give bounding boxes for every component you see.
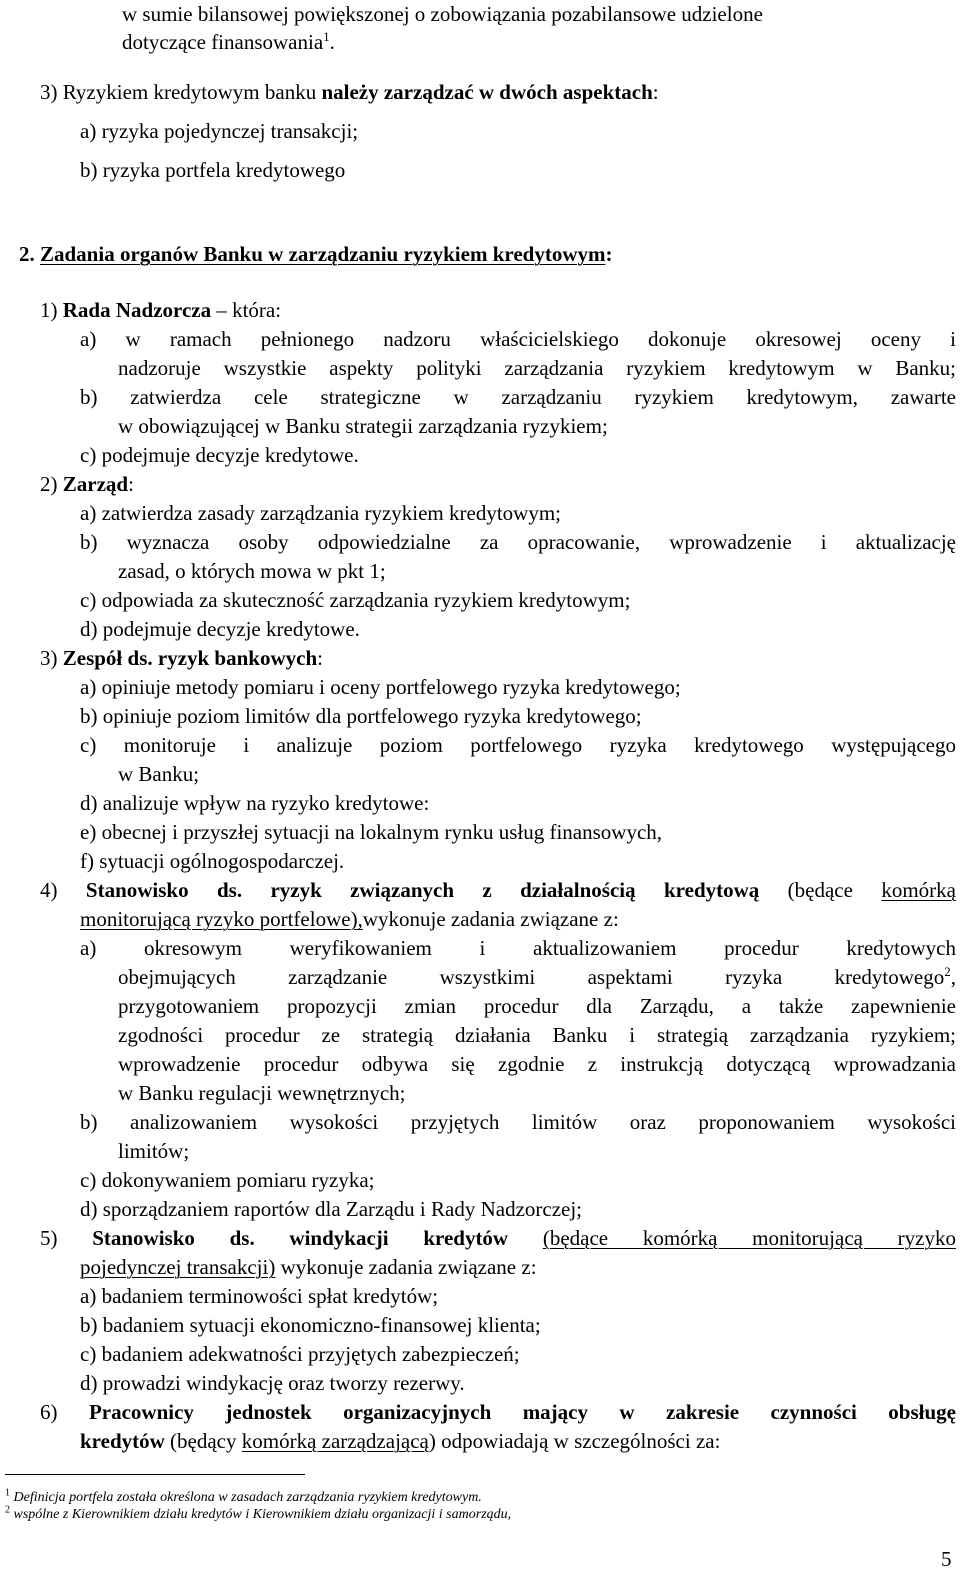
text-run: w obowiązującej w Banku strategii zarządzania ryzykiem; [118, 414, 608, 438]
text-run: Stanowisko ds. ryzyk związanych z działalnością kredytową [85, 878, 760, 902]
text-run: c) monitoruje i analizuje poziom portfelowego ryzyka kredytowego występującego [80, 733, 956, 757]
text-run: c) badaniem adekwatności przyjętych zabezpieczeń; [80, 1342, 520, 1366]
text-line [80, 936, 956, 960]
text-line [118, 1081, 405, 1105]
text-line [80, 617, 360, 641]
text-line [118, 414, 608, 438]
text-run: Zadania organów Banku w zarządzaniu ryzykiem kredytowym [40, 242, 606, 266]
text-run: d) prowadzi windykację oraz tworzy rezerwy. [80, 1371, 465, 1395]
text-run: dotyczące finansowania [122, 30, 324, 54]
text-line [40, 298, 281, 322]
text-run: : [128, 472, 134, 496]
text-run: (będące [759, 878, 882, 902]
footnote-mark: 2 [5, 1504, 10, 1516]
text-line [118, 1139, 189, 1163]
text-run: e) obecnej i przyszłej sytuacji na lokalnym rynku usług finansowych, [80, 820, 663, 844]
text-run: Pracownicy jednostek organizacyjnych mający w zakresie czynności obsługę [88, 1400, 956, 1424]
text-run: obejmujących zarządzanie wszystkimi aspektami ryzyka kredytowego [118, 965, 945, 989]
text-run: zgodności procedur ze strategią działania Banku i strategią zarządzania ryzykiem; [118, 1023, 956, 1047]
text-line [80, 443, 359, 467]
text-line [80, 327, 956, 351]
text-run: d) analizuje wpływ na ryzyko kredytowe: [80, 791, 430, 815]
text-run [508, 1226, 543, 1250]
text-run: b) wyznacza osoby odpowiedzialne za opracowanie, wprowadzenie i aktualizację [80, 530, 956, 554]
text-line [80, 119, 358, 143]
text-run: a) opiniuje metody pomiaru i oceny portfelowego ryzyka kredytowego; [80, 675, 681, 699]
text-run: w Banku regulacji wewnętrznych; [118, 1081, 406, 1105]
text-run: : [317, 646, 323, 670]
text-run: limitów; [118, 1139, 190, 1163]
text-run: : [652, 80, 659, 104]
text-line [80, 501, 561, 525]
text-line [40, 878, 956, 902]
text-run: przygotowaniem propozycji zmian procedur dla Zarządu, a także zapewnienie [118, 994, 956, 1018]
text-run: (będące komórką monitorującą ryzyko [542, 1226, 956, 1250]
text-run: monitorującą ryzyko portfelowe), [80, 907, 363, 931]
text-line [80, 385, 956, 409]
text-run: wprowadzenie procedur odbywa się zgodnie z instrukcją dotyczącą wprowadzania [118, 1052, 956, 1076]
text-run: b) zatwierdza cele strategiczne w zarządzaniu ryzykiem kredytowym, zawarte [80, 385, 956, 409]
text-line [80, 1284, 438, 1308]
text-run: c) dokonywaniem pomiaru ryzyka; [80, 1168, 375, 1192]
text-run: w sumie bilansowej powiększonej o zobowiązania pozabilansowe udzielone [122, 2, 763, 26]
text-run: – która: [211, 298, 282, 322]
text-line [118, 1023, 956, 1047]
text-run: 1) [40, 298, 63, 322]
text-line [80, 849, 344, 873]
text-line [80, 1168, 375, 1192]
text-line [118, 1052, 956, 1076]
text-run: 4) [40, 878, 86, 902]
footnote-reference: 2 [944, 964, 951, 979]
text-run: zasad, o których mowa w pkt 1; [118, 559, 386, 583]
text-run: f) sytuacji ogólnogospodarczej. [80, 849, 345, 873]
text-run: a) badaniem terminowości spłat kredytów; [80, 1284, 439, 1308]
text-run: a) zatwierdza zasady zarządzania ryzykiem kredytowym; [80, 501, 561, 525]
text-line [40, 472, 134, 496]
text-run: b) opiniuje poziom limitów dla portfelowego ryzyka kredytowego; [80, 704, 642, 728]
text-line [40, 646, 323, 670]
text-run: b) badaniem sytuacji ekonomiczno-finansowej klienta; [80, 1313, 541, 1337]
text-run: wykonuje zadania związane z: [275, 1255, 537, 1279]
text-run: 5) [40, 1226, 93, 1250]
text-line [80, 733, 956, 757]
text-run: 2) [40, 472, 63, 496]
text-run: komórką zarządzającą [241, 1429, 429, 1453]
footnote-1 [5, 1487, 482, 1506]
text-run: nadzoruje wszystkie aspekty polityki zarządzania ryzykiem kredytowym w Banku; [118, 356, 956, 380]
text-run: (będący [164, 1429, 242, 1453]
text-line [118, 994, 956, 1018]
page-number: 5 [941, 1547, 952, 1571]
text-line [118, 356, 956, 380]
text-line [80, 820, 662, 844]
text-run: c) podejmuje decyzje kredytowe. [80, 443, 359, 467]
text-run: wykonuje zadania związane z: [362, 907, 619, 931]
text-line [118, 559, 386, 583]
footnote-divider [5, 1474, 305, 1475]
text-run: b) analizowaniem wysokości przyjętych limitów oraz proponowaniem wysokości [80, 1110, 956, 1134]
text-line [80, 1342, 520, 1366]
text-run: 2. [19, 242, 40, 266]
text-line [80, 530, 956, 554]
text-line [80, 158, 345, 182]
text-run: Stanowisko ds. windykacji kredytów [92, 1226, 509, 1250]
text-run: . [329, 30, 335, 54]
text-line [40, 1400, 956, 1424]
text-run: d) sporządzaniem raportów dla Zarządu i Rady Nadzorczej; [80, 1197, 583, 1221]
text-line [122, 30, 335, 54]
text-run: c) odpowiada za skuteczność zarządzania ryzykiem kredytowym; [80, 588, 631, 612]
text-line [118, 762, 199, 786]
text-line [80, 704, 642, 728]
text-run: należy zarządzać w dwóch aspektach [321, 80, 653, 104]
text-line [80, 1255, 537, 1279]
text-line [80, 1429, 720, 1453]
footnote-text: wspólne z Kierownikiem działu kredytów i Kierownikiem działu organizacji i samorządu, [10, 1507, 512, 1522]
text-line [122, 2, 763, 26]
text-run: Zespół ds. ryzyk bankowych [62, 646, 318, 670]
text-run: 3) Ryzykiem kredytowym banku [40, 80, 322, 104]
text-run: ) odpowiadają w szczególności za: [428, 1429, 721, 1453]
text-line [80, 1371, 465, 1395]
text-run: Zarząd [62, 472, 129, 496]
text-line [80, 907, 619, 931]
text-run: 3) [40, 646, 63, 670]
text-line [80, 1313, 541, 1337]
text-run: , [950, 965, 956, 989]
footnote-text: Definicja portfela została określona w zasadach zarządzania ryzykiem kredytowym. [10, 1490, 482, 1505]
text-line [118, 965, 956, 989]
text-run: 6) [40, 1400, 89, 1424]
text-run: w Banku; [118, 762, 200, 786]
text-run: komórką [881, 878, 956, 902]
text-line [80, 675, 681, 699]
footnote-2 [5, 1504, 512, 1523]
text-run: a) okresowym weryfikowaniem i aktualizowaniem procedur kredytowych [80, 936, 956, 960]
text-run: a) ryzyka pojedynczej transakcji; [80, 119, 359, 143]
text-line [40, 80, 659, 104]
text-run: d) podejmuje decyzje kredytowe. [80, 617, 360, 641]
text-line [80, 1110, 956, 1134]
section-heading [19, 242, 612, 266]
text-line [40, 1226, 956, 1250]
footnote-mark: 1 [5, 1487, 10, 1499]
text-run: pojedynczej transakcji) [80, 1255, 276, 1279]
text-run: : [605, 242, 613, 266]
text-run: Rada Nadzorcza [62, 298, 212, 322]
text-line [80, 588, 630, 612]
text-run: a) w ramach pełnionego nadzoru właścicielskiego dokonuje okresowej oceny i [80, 327, 956, 351]
footnote-reference: 1 [323, 29, 330, 44]
text-line [80, 1197, 582, 1221]
text-run: b) ryzyka portfela kredytowego [80, 158, 346, 182]
text-run: kredytów [80, 1429, 165, 1453]
text-line [80, 791, 429, 815]
